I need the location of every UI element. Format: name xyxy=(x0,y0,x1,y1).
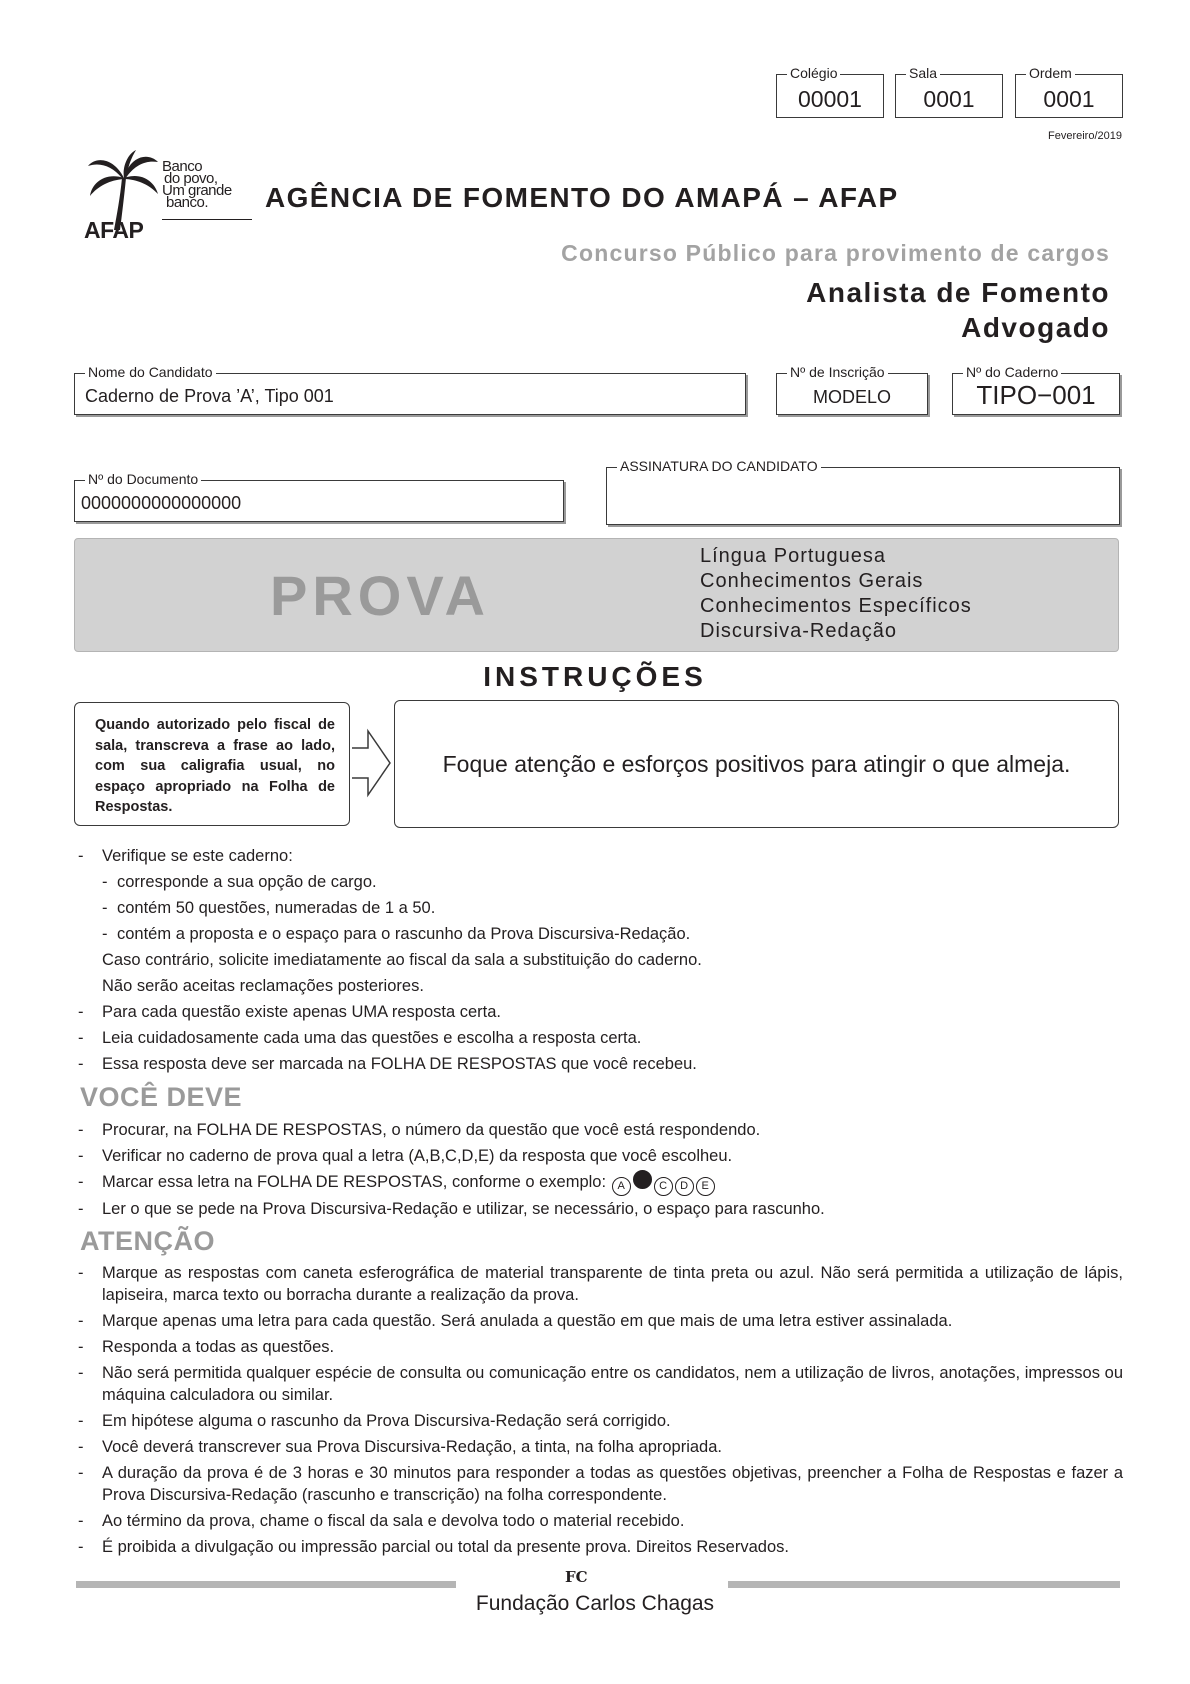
assinatura-label: ASSINATURA DO CANDIDATO xyxy=(617,458,821,474)
slogan-line: Um grande xyxy=(162,182,232,199)
sala-box xyxy=(895,65,1003,118)
documento-label: Nº do Documento xyxy=(85,471,201,487)
nome-candidato-label: Nome do Candidato xyxy=(85,364,216,380)
option-b-filled-icon xyxy=(633,1170,652,1189)
prova-title: PROVA xyxy=(270,564,490,627)
list-item: - Procurar, na FOLHA DE RESPOSTAS, o número da questão que você está respondendo. xyxy=(78,1121,761,1139)
caderno-value: TIPO−001 xyxy=(976,380,1096,410)
list-item: - Não será permitida qualquer espécie de consulta ou comunicação entre os candidatos, nem a utilização de livros, anotações, impressos ou máquina calculadora ou similar. xyxy=(78,1364,1123,1404)
logo-slogan xyxy=(162,158,232,211)
sala-value: 0001 xyxy=(923,86,975,112)
option-e-icon: E xyxy=(696,1177,715,1196)
slogan-line: Banco xyxy=(162,158,203,175)
option-a-icon: A xyxy=(612,1177,631,1196)
answer-example xyxy=(611,1173,716,1191)
atencao-list xyxy=(78,1262,1123,1562)
list-note: Caso contrário, solicite imediatamente ao fiscal da sala a substituição do caderno. xyxy=(102,951,702,969)
sub-item: - corresponde a sua opção de cargo. xyxy=(102,873,377,891)
cargo-title xyxy=(806,275,1110,345)
nome-candidato-value: Caderno de Prova ’A’, Tipo 001 xyxy=(85,386,334,406)
subject-item: Discursiva-Redação xyxy=(700,620,897,642)
phrase-box xyxy=(394,700,1119,828)
colegio-label: Colégio xyxy=(787,65,840,81)
verifique-list xyxy=(78,843,1123,1077)
list-note: Não serão aceitas reclamações posteriores. xyxy=(102,977,424,995)
inscricao-label: Nº de Inscrição xyxy=(787,364,888,380)
concurso-subtitle: Concurso Público para provimento de cargos xyxy=(561,240,1110,266)
sub-item: - contém 50 questões, numeradas de 1 a 50. xyxy=(102,899,436,917)
list-item: - Verifique se este caderno: xyxy=(78,847,293,865)
exam-date: Fevereiro/2019 xyxy=(1048,130,1122,142)
inscricao-value: MODELO xyxy=(812,387,891,407)
subject-item: Língua Portuguesa xyxy=(700,545,887,567)
list-item: - É proibida a divulgação ou impressão parcial ou total da presente prova. Direitos Reservados. xyxy=(78,1538,789,1556)
phrase-text: Foque atenção e esforços positivos para atingir o que almeja. xyxy=(442,750,1071,777)
option-c-icon: C xyxy=(654,1177,673,1196)
colegio-box xyxy=(776,65,884,118)
sub-list xyxy=(78,869,1123,947)
footer-bar-right xyxy=(728,1581,1120,1588)
list-item: - Você deverá transcrever sua Prova Discursiva-Redação, a tinta, na folha apropriada. xyxy=(78,1438,722,1456)
option-d-icon: D xyxy=(675,1177,694,1196)
subject-item: Conhecimentos Específicos xyxy=(700,595,972,617)
subjects-list xyxy=(700,544,972,644)
ordem-value: 0001 xyxy=(1043,86,1095,112)
footer-brand: Fundação Carlos Chagas xyxy=(475,1592,715,1615)
logo-rule xyxy=(162,219,252,220)
ordem-box xyxy=(1015,65,1123,118)
colegio-value: 00001 xyxy=(798,86,862,112)
subject-item: Conhecimentos Gerais xyxy=(700,570,924,592)
ordem-label: Ordem xyxy=(1026,65,1075,81)
list-item: - Responda a todas as questões. xyxy=(78,1338,335,1356)
list-item: - Marque apenas uma letra para cada questão. Será anulada a questão em que mais de uma letra estiver assinalada. xyxy=(78,1312,953,1330)
assinatura-field xyxy=(606,458,1120,525)
afap-logo xyxy=(84,148,254,244)
list-item: - A duração da prova é de 3 horas e 30 minutos para responder a todas as questões objetivas, preencher a Folha de Respostas e fazer a Prova Discursiva-Redação (rascunho e transcrição) na folha correspondente. xyxy=(78,1464,1123,1504)
list-item: - Leia cuidadosamente cada uma das questões e escolha a resposta certa. xyxy=(78,1029,642,1047)
agency-title: AGÊNCIA DE FOMENTO DO AMAPÁ – AFAP xyxy=(265,182,899,213)
list-item: - Ler o que se pede na Prova Discursiva-Redação e utilizar, se necessário, o espaço para rascunho. xyxy=(78,1200,825,1218)
slogan-line: do povo, xyxy=(164,170,218,187)
footer-bar-left xyxy=(76,1581,456,1588)
documento-field xyxy=(74,471,564,522)
inscricao-field xyxy=(776,364,928,415)
list-item: - Em hipótese alguma o rascunho da Prova Discursiva-Redação será corrigido. xyxy=(78,1412,671,1430)
list-item: - Ao término da prova, chame o fiscal da sala e devolva todo o material recebido. xyxy=(78,1512,685,1530)
arrow-right-icon xyxy=(350,728,394,798)
documento-value: 0000000000000000 xyxy=(81,493,242,513)
sub-item: - contém a proposta e o espaço para o rascunho da Prova Discursiva-Redação. xyxy=(102,925,691,943)
sala-label: Sala xyxy=(906,65,940,81)
list-item: - Para cada questão existe apenas UMA resposta certa. xyxy=(78,1003,501,1021)
list-item: - Verificar no caderno de prova qual a letra (A,B,C,D,E) da resposta que você escolheu. xyxy=(78,1147,733,1165)
caderno-field xyxy=(952,364,1120,415)
slogan-line: banco. xyxy=(166,194,209,211)
atencao-title: ATENÇÃO xyxy=(80,1226,215,1256)
fcc-mark-icon: FC xyxy=(565,1568,588,1586)
list-item: - Essa resposta deve ser marcada na FOLHA DE RESPOSTAS que você recebeu. xyxy=(78,1055,697,1073)
cargo-line: Analista de Fomento xyxy=(806,277,1110,308)
list-item: - Marcar essa letra na FOLHA DE RESPOSTAS, conforme o exemplo: A C D E xyxy=(78,1169,1123,1196)
voce-deve-title: VOCÊ DEVE xyxy=(80,1082,243,1112)
nome-candidato-field xyxy=(74,364,746,415)
list-item: - Marque as respostas com caneta esferográfica de material transparente de tinta preta ou azul. Não será permitida a utilização de lápis, lapiseira, marca texto ou borracha durante a realização da prova. xyxy=(78,1264,1123,1304)
caderno-label: Nº do Caderno xyxy=(963,364,1061,380)
voce-deve-list xyxy=(78,1117,1123,1222)
transcription-instruction: Quando autorizado pelo fiscal de sala, transcreva a frase ao lado, com sua caligrafia usual, no espaço apropriado na Folha de Respostas. xyxy=(74,702,350,826)
instrucoes-title: INSTRUÇÕES xyxy=(483,661,707,692)
cargo-line: Advogado xyxy=(961,312,1110,343)
logo-text: AFAP xyxy=(84,217,144,243)
